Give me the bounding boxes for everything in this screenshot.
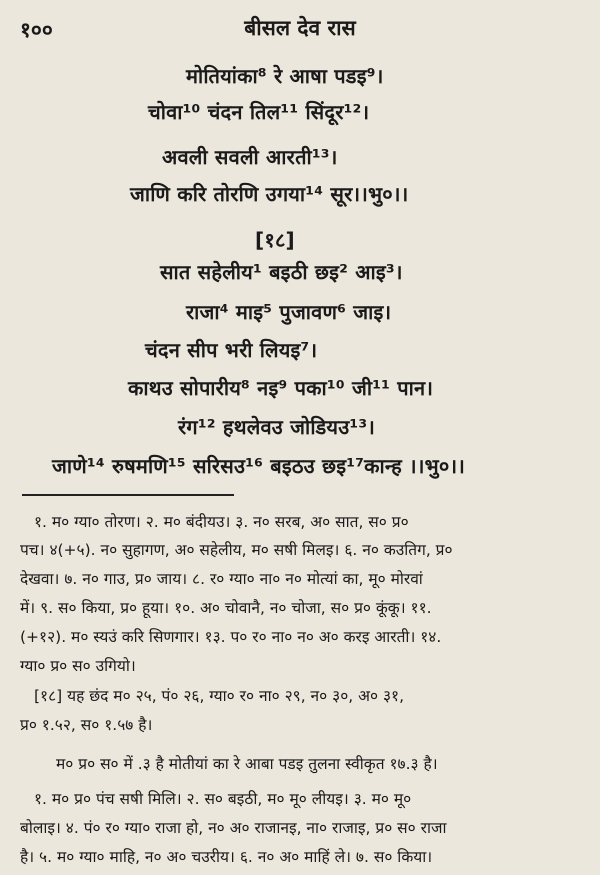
verse-line: सात सहेलीय¹ बइठी छइ² आइ³। [160,260,403,284]
footnote-line: १. म० प्र० पंच सषी मिलि। २. स० बइठी, म० मू० लीयइ। ३. म० मू० [34,790,412,808]
footnote-line: १. म० ग्या० तोरण। २. म० बंदीयउ। ३. न० सरब, अ० सात, स० प्र० [34,513,409,531]
page-header [12,8,588,40]
verse-line: जाणि करि तोरणि उगया¹⁴ सूर।।भु०।। [130,182,409,206]
verse-line: रंग¹² हथलेवउ जोडियउ¹³। [178,415,376,439]
page-number: १०० [20,18,53,42]
verse-line: चंदन सीप भरी लियइ⁷। [145,338,318,362]
footnote-line: पच। ४(+५). न० सुहागण, अ० सहेलीय, म० सषी मिलइ। ६. न० कउतिग, प्र० [20,541,453,559]
footnote-line: है। ५. म० ग्या० माहि, न० अ० चउरीय। ६. न० अ० माहिं ले। ७. स० किया। [20,848,433,866]
stanza-note-line: प्र० १.५२, स० १.५७ है। [20,716,153,734]
verse-line: चोवा¹⁰ चंदन तिल¹¹ सिंदूर¹²। [148,100,370,124]
footnote-line: (+१२). म० स्यउं करि सिणगार। १३. प० र० ना० न० अ० करइ आरती। १४. [20,628,442,646]
footnote-line: में। ९. स० किया, प्र० हूया। १०. अ० चोवानै, न० चोजा, स० प्र० कूंकू। ११. [20,599,432,617]
verse-line: जाणे¹⁴ रुषमणि¹⁵ सरिसउ¹⁶ बइठउ छइ¹⁷कान्ह ।।भु०।। [52,454,466,478]
footnote-rule [22,494,234,496]
footnote-line: बोलाइ। ४. पं० र० ग्या० राजा हो, न० अ० राजानइ, ना० राजाइ, प्र० स० राजा [20,819,447,837]
running-title: बीसल देव रास [244,16,356,40]
stanza-note-line: [१८] यह छंद म० २५, पं० २६, ग्या० र० ना० २९, न० ३०, अ० ३१, [34,687,404,705]
footnote-line: देखवा। ७. न० गाउ, प्र० जाय। ८. र० ग्या० ना० न० मोत्यां का, मू० मोरवां [20,570,423,588]
remark-line: म० प्र० स० में .३ है मोतीयां का रे आबा पडइ तुलना स्वीकृत १७.३ है। [56,755,438,773]
verse-line: काथउ सोपारीय⁸ नइ⁹ पका¹⁰ जी¹¹ पान। [128,376,434,400]
stanza-number: [१८] [255,228,295,252]
verse-line: अवली सवली आरती¹³। [162,145,338,169]
verse-line: राजा⁴ माइ⁵ पुजावण⁶ जाइ। [186,300,392,324]
verse-line: मोतियांका⁸ रे आषा पडइ⁹। [186,64,384,88]
footnote-line: ग्या० प्र० स० उगियो। [20,657,136,675]
